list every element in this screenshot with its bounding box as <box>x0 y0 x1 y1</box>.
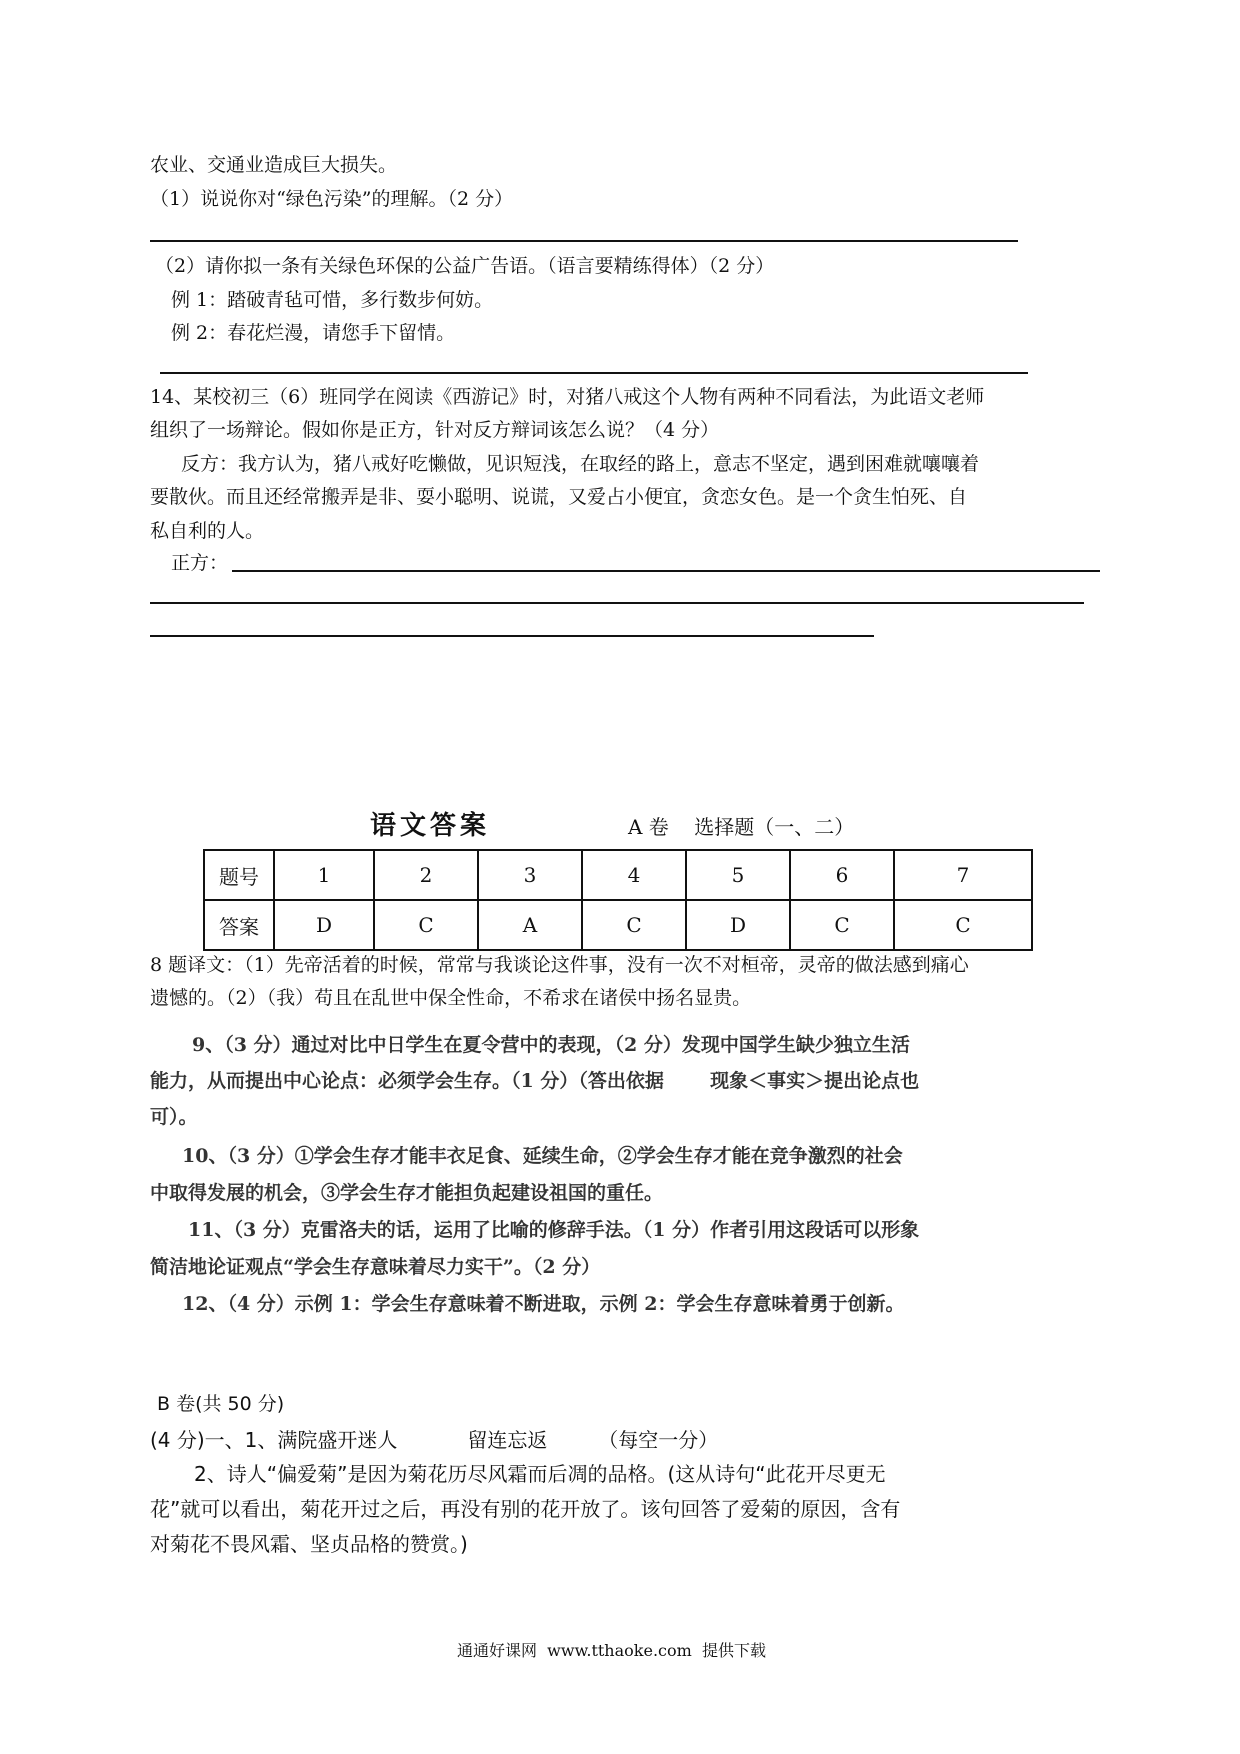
q13-sub1: （1）说说你对“绿色污染”的理解。（2 分） <box>150 188 514 210</box>
part-b-q2-line-3: 对菊花不畏风霜、坚贞品格的赞赏。) <box>150 1532 468 1556</box>
table-cell: C <box>790 900 894 950</box>
q14-affirmative-label: 正方： <box>171 552 229 574</box>
table-cell: C <box>582 900 686 950</box>
row-label: 题号 <box>204 850 274 900</box>
answer-table <box>203 849 1033 951</box>
part-b-heading: B 卷(共 50 分) <box>157 1393 285 1415</box>
q13-sub2: （2）请你拟一条有关绿色环保的公益广告语。（语言要精练得体）（2 分） <box>155 255 775 277</box>
q8-line-2: 遗憾的。（2）（我）苟且在乱世中保全性命，不希求在诸侯中扬名显贵。 <box>150 987 752 1009</box>
part-b-q2-line-2: 花”就可以看出，菊花开过之后，再没有别的花开放了。该句回答了爱菊的原因，含有 <box>150 1497 901 1521</box>
table-cell: D <box>274 900 374 950</box>
table-cell: A <box>478 900 582 950</box>
table-row <box>204 900 1032 950</box>
q11-line-2: 简洁地论证观点“学会生存意味着尽力实干”。（2 分） <box>150 1256 601 1278</box>
q13-example-2: 例 2：春花烂漫，请您手下留情。 <box>171 322 456 344</box>
answer-line <box>150 240 1018 242</box>
q13-example-1: 例 1：踏破青毡可惜，多行数步何妨。 <box>171 289 494 311</box>
part-b-q1: (4 分)一、1、满院盛开迷人 留连忘返 （每空一分） <box>150 1428 719 1452</box>
q14-opposition-1: 反方：我方认为，猪八戒好吃懒做，见识短浅，在取经的路上，意志不坚定，遇到困难就嚷嚷着 <box>181 453 980 475</box>
answer-line <box>150 635 874 637</box>
answer-line <box>150 602 1084 604</box>
part-b-q2-line-1: 2、诗人“偏爱菊”是因为菊花历尽风霜而后凋的品格。(这从诗句“此花开尽更无 <box>194 1462 886 1486</box>
row-label: 答案 <box>204 900 274 950</box>
q11-line-1: 11、（3 分）克雷洛夫的话，运用了比喻的修辞手法。（1 分）作者引用这段话可以形象 <box>188 1219 920 1241</box>
table-cell: 5 <box>686 850 790 900</box>
table-cell: 7 <box>894 850 1032 900</box>
q14-opposition-2: 要散伙。而且还经常搬弄是非、耍小聪明、说谎，又爱占小便宜，贪恋女色。是一个贪生怕死、自 <box>150 486 968 508</box>
q12-line-1: 12、（4 分）示例 1：学会生存意味着不断进取，示例 2：学会生存意味着勇于创新。 <box>182 1293 905 1315</box>
table-cell: C <box>374 900 478 950</box>
table-cell: 2 <box>374 850 478 900</box>
table-cell: 1 <box>274 850 374 900</box>
q10-line-1: 10、（3 分）①学会生存才能丰衣足食、延续生命，②学会生存才能在竞争激烈的社会 <box>182 1145 903 1167</box>
page-footer: 通通好课网 www.tthaoke.com 提供下载 <box>457 1641 766 1660</box>
table-cell: D <box>686 900 790 950</box>
q9-line-1: 9、（3 分）通过对比中日学生在夏令营中的表现，（2 分）发现中国学生缺少独立生活 <box>192 1034 910 1056</box>
table-cell: 6 <box>790 850 894 900</box>
q8-line-1: 8 题译文：（1）先帝活着的时候，常常与我谈论这件事，没有一次不对桓帝，灵帝的做法感到痛心 <box>150 954 969 976</box>
q9-line-2: 能力，从而提出中心论点：必须学会生存。（1 分）（答出依据 现象＜事实＞提出论点也 <box>150 1070 920 1092</box>
answer-line <box>160 372 1028 374</box>
answer-key-subtitle: A 卷 选择题（一、二） <box>628 815 855 839</box>
q9-line-3: 可）。 <box>150 1106 198 1128</box>
table-row <box>204 850 1032 900</box>
table-cell: 3 <box>478 850 582 900</box>
q10-line-2: 中取得发展的机会，③学会生存才能担负起建设祖国的重任。 <box>150 1182 664 1204</box>
table-cell: 4 <box>582 850 686 900</box>
q14-line-2: 组织了一场辩论。假如你是正方，针对反方辩词该怎么说？（4 分） <box>150 419 720 441</box>
answer-line <box>232 570 1100 572</box>
answer-key-title: 语文答案 <box>370 811 491 841</box>
q14-line-1: 14、某校初三（6）班同学在阅读《西游记》时，对猪八戒这个人物有两种不同看法，为此语文老师 <box>150 386 985 408</box>
q14-opposition-3: 私自利的人。 <box>150 520 265 542</box>
table-cell: C <box>894 900 1032 950</box>
q13-tail: 农业、交通业造成巨大损失。 <box>150 154 398 176</box>
